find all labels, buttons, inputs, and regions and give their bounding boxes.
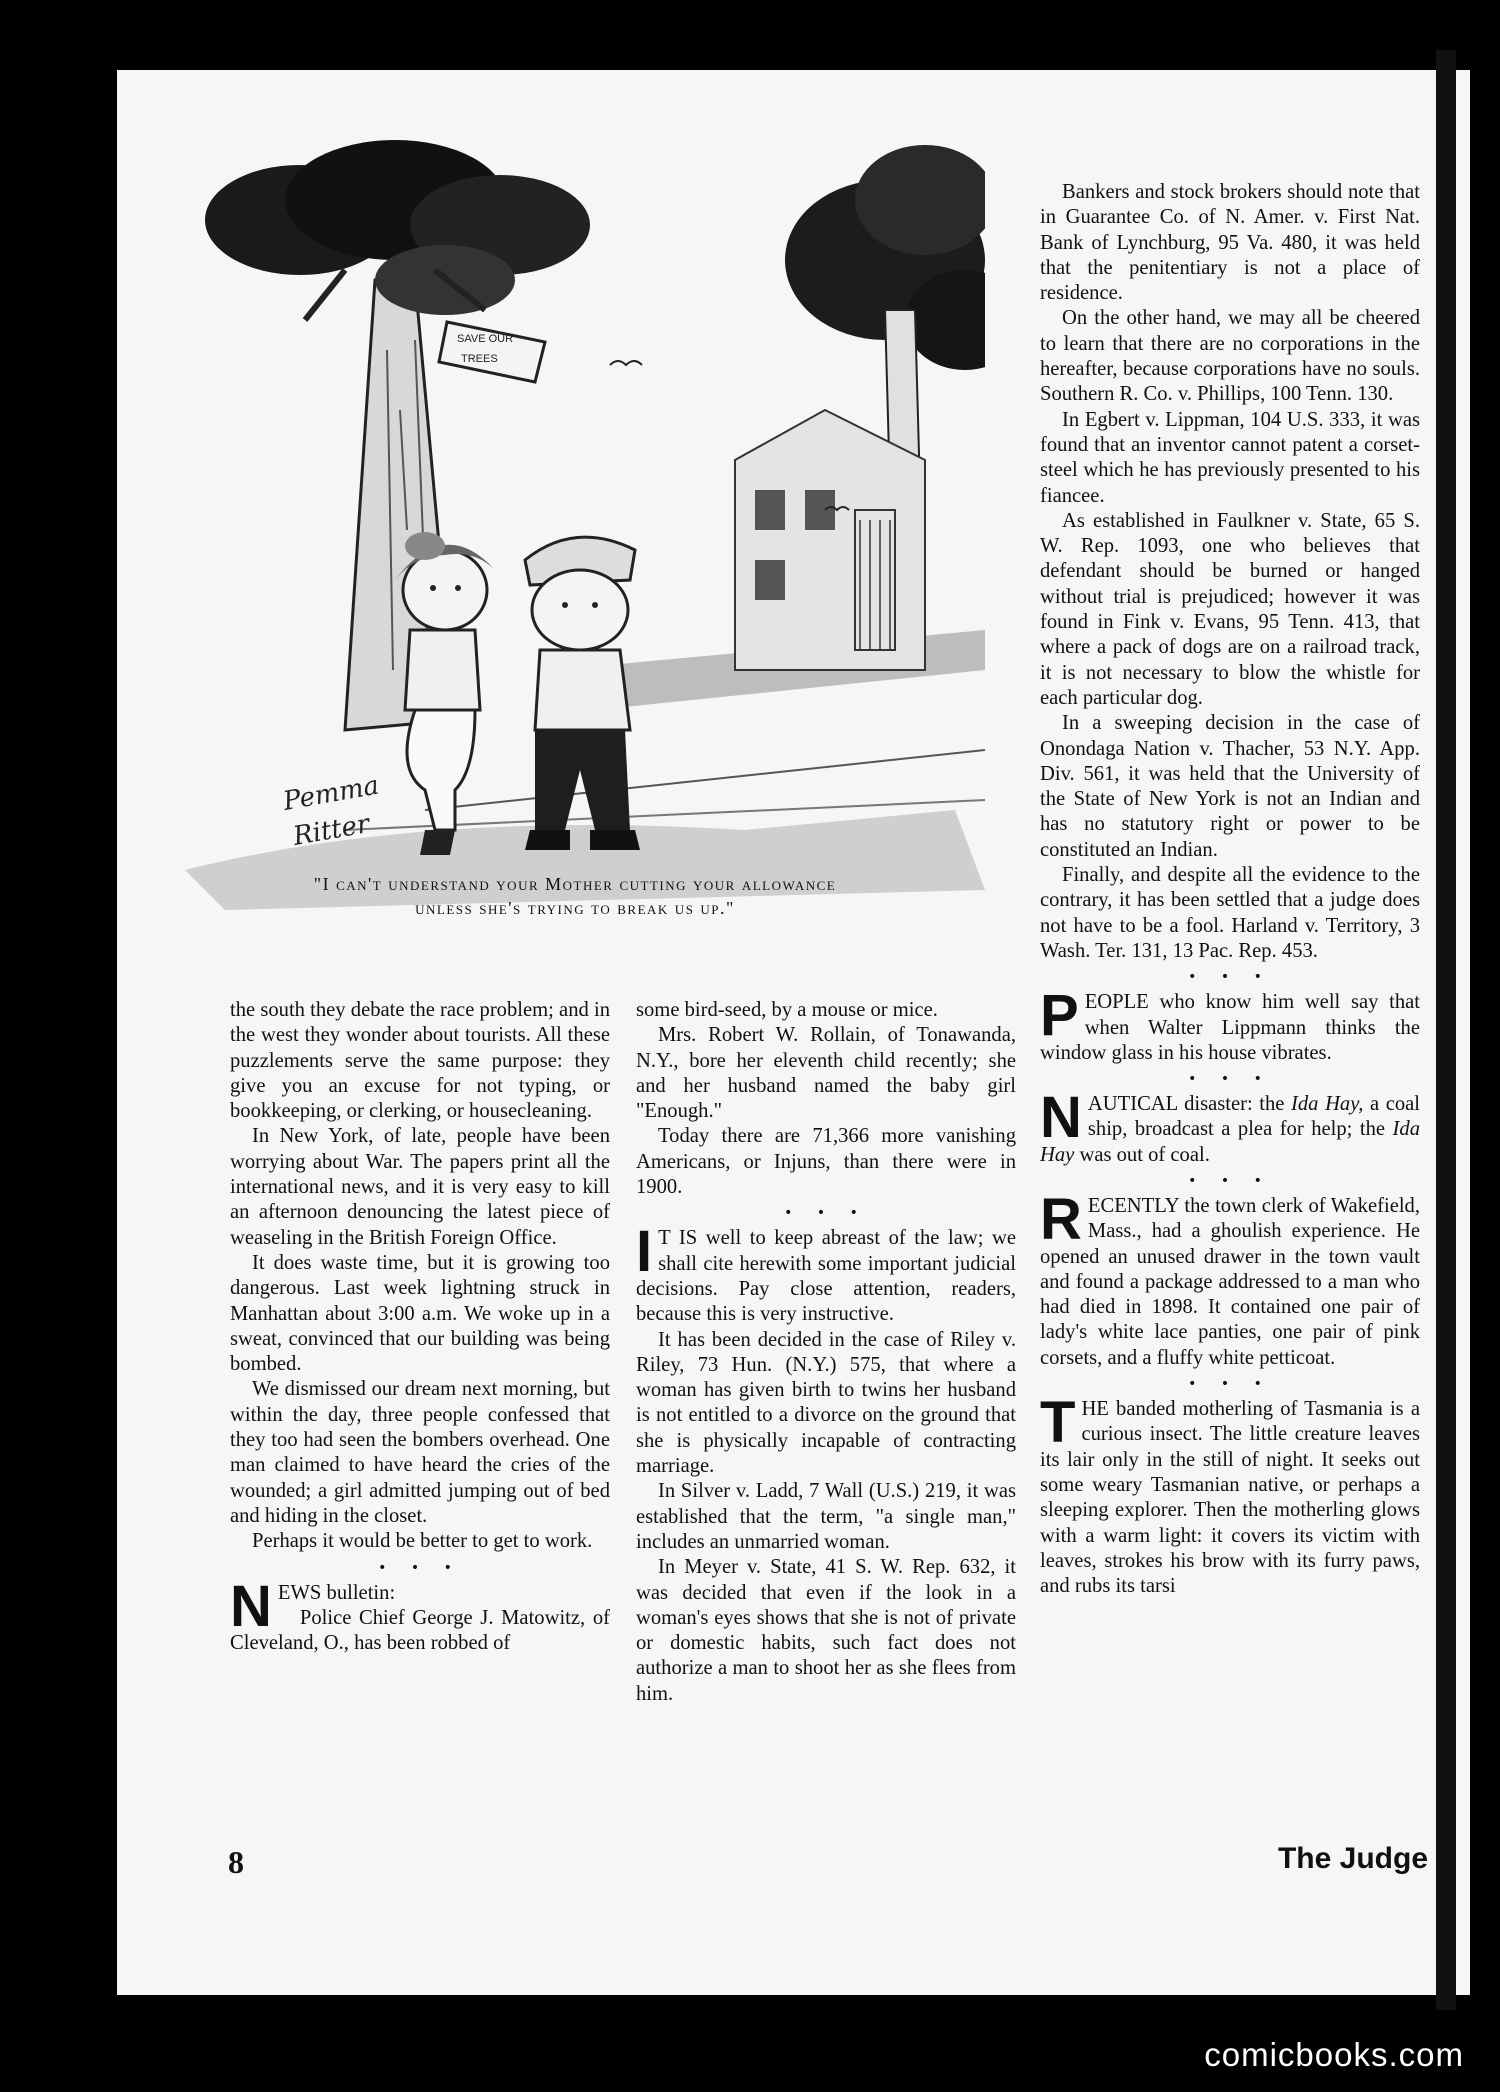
paragraph: the south they debate the race problem; and in the west they wonder about tourists. All these puzzlements serve the same purpose: they give you an excuse for not typing, or bookkeeping, or clerking, or housecleaning. xyxy=(230,999,610,1123)
section-separator: • • • xyxy=(1188,969,1272,986)
paragraph: Perhaps it would be better to get to work. xyxy=(252,1530,593,1553)
caption-line-1: "I can't understand your Mother cutting your allowance xyxy=(313,874,837,894)
page-number: 8 xyxy=(228,1844,244,1880)
lead-text: who know him well say that when Walter Lippmann thinks the window glass in his house vibrates. xyxy=(1040,991,1420,1064)
artist-signature: Pemma xyxy=(281,770,382,817)
section-separator: • • • xyxy=(378,1559,462,1576)
recently-item xyxy=(1040,1186,1420,1371)
paragraph: Mrs. Robert W. Rollain, of Tonawanda, N.Y., bore her eleventh child recently; she and her husband named the baby girl "Enough." xyxy=(636,1024,1016,1123)
paragraph: In New York, of late, people have been worrying about War. The papers print all the international news, and it is very easy to kill an afternoon denouncing the latest piece of weaseling in the British Foreign Office. xyxy=(230,1125,610,1249)
lead-text: banded motherling of Tasmania is a curious insect. The little creature leaves its lair only in the still of night. It seeks out some weary Tasmanian native, or perhaps a sleeping explorer. Then the motherling glows with a warm light: it covers its victim with leaves, strokes his brow with its furry paws, and rubs its tarsi xyxy=(1040,1398,1420,1598)
section-separator: • • • xyxy=(784,1205,868,1222)
save-our-trees-sign xyxy=(439,322,545,382)
artist-signature-2: Ritter xyxy=(291,809,372,852)
section-separator: • • • xyxy=(1188,1376,1272,1393)
article-column-3 xyxy=(1040,180,1420,1599)
lead-word: HE xyxy=(1081,1398,1109,1421)
section-separator: • • • xyxy=(1188,1071,1272,1088)
bird xyxy=(610,361,642,365)
paragraph: It has been decided in the case of Riley v. Riley, 73 Hun. (N.Y.) 575, that where a woman has given birth to twins her husband is not entitled to a divorce on the ground that she is physically incapable of contracting marriage. xyxy=(636,1328,1016,1478)
article-column-2 xyxy=(636,998,1016,1707)
cartoon-caption xyxy=(160,872,990,920)
article-column-1 xyxy=(230,998,610,1656)
lead-word: EOPLE xyxy=(1084,991,1149,1014)
girl-figure xyxy=(395,532,495,855)
motherling-item xyxy=(1040,1390,1420,1599)
watermark: comicbooks.com xyxy=(1204,2036,1464,2073)
drop-cap: T xyxy=(1040,1390,1076,1456)
drop-cap: P xyxy=(1040,983,1079,1049)
house xyxy=(735,410,925,670)
left-tree xyxy=(205,140,590,730)
ship-name: Ida Hay, xyxy=(1291,1093,1364,1116)
paragraph: As established in Faulkner v. State, 65 S. W. Rep. 1093, one who believes that defendant should be burned or hanged without trial is prejudiced; however it was found in Fink v. Evans, 95 Tenn. 413, that where a pack of dogs are on a railroad track, it is not necessary to blow the whistle for each particular dog. xyxy=(1040,509,1420,709)
legal-section-intro xyxy=(636,1219,1017,1327)
drop-cap: N xyxy=(1040,1085,1082,1151)
magazine-title: The Judge xyxy=(1277,1842,1428,1875)
lead-word: AUTICAL xyxy=(1087,1093,1178,1116)
lead-word: EWS xyxy=(277,1581,322,1604)
sign-text-line1: SAVE OUR xyxy=(457,333,514,345)
paragraph: On the other hand, we may all be cheered to learn that there are no corporations in the hereafter, because corporations have no souls. Southern R. Co. v. Phillips, 100 Tenn. 130. xyxy=(1040,307,1420,406)
paragraph: In a sweeping decision in the case of Onondaga Nation v. Thacher, 53 N.Y. App. Div. 561, it was held that the University of the State of New York is not an Indian and has no statutory right or power to be constituted an Indian. xyxy=(1040,712,1420,861)
cartoon-illustration xyxy=(125,110,985,940)
drop-cap: N xyxy=(230,1573,272,1639)
people-item xyxy=(1040,983,1420,1066)
lead-text: well to keep abreast of the law; we shall cite herewith some important judicial decisions. Pay close attention, readers, because this is very instructive. xyxy=(636,1227,1017,1326)
lead-word: ECENTLY xyxy=(1087,1194,1179,1217)
lead-word: T IS xyxy=(658,1227,698,1250)
paragraph: Today there are 71,366 more vanishing Americans, or Injuns, than there were in 1900. xyxy=(636,1125,1016,1199)
section-separator: • • • xyxy=(1188,1172,1272,1189)
paragraph: In Egbert v. Lippman, 104 U.S. 333, it was found that an inventor cannot patent a corset-steel which he has previously presented to his fiancee. xyxy=(1040,408,1420,507)
paragraph: Finally, and despite all the evidence to the contrary, it has been settled that a judge does not have to be a fool. Harland v. Territory, 3 Wash. Ter. 131, 13 Pac. Rep. 453. xyxy=(1040,864,1420,962)
lead-text: a coal ship, broadcast a plea for help; the xyxy=(1087,1093,1420,1141)
nautical-item xyxy=(1040,1085,1420,1168)
drop-cap: I xyxy=(636,1219,653,1285)
paragraph: It does waste time, but it is growing too dangerous. Last week lightning struck in Manhattan about 3:00 a.m. We woke up in a sweat, convinced that our building was being bombed. xyxy=(230,1251,610,1376)
page-spine-edge xyxy=(1436,50,1456,2010)
lead-text: the town clerk of Wakefield, Mass., had a ghoulish experience. He opened an unused drawer in the town vault and found a package addressed to a man who had died in 1898. It contained one pair of lady's white lace panties, one pair of pink corsets, and a fluffy white petticoat. xyxy=(1040,1194,1420,1369)
paragraph: In Meyer v. State, 41 S. W. Rep. 632, it was decided that even if the look in a woman's eyes shows that she is not of private or domestic habits, such fact does not authorize a man to shoot her as she flees from him. xyxy=(636,1556,1016,1705)
paragraph: In Silver v. Ladd, 7 Wall (U.S.) 219, it was established that the term, "a single man," includes an unmarried woman. xyxy=(636,1480,1016,1553)
ship-name: Ida Hay xyxy=(1040,1118,1420,1166)
paragraph: Police Chief George J. Matowitz, of Cleveland, O., has been robbed of xyxy=(230,1606,610,1655)
boy-figure xyxy=(525,537,640,850)
lead-text: bulletin: xyxy=(321,1581,396,1604)
paragraph: some bird-seed, by a mouse or mice. xyxy=(636,999,938,1021)
paragraph: Bankers and stock brokers should note that in Guarantee Co. of N. Amer. v. First Nat. Bank of Lynchburg, 95 Va. 480, it was held that the penitentiary is not a place of residence. xyxy=(1040,181,1420,305)
caption-line-2: unless she's trying to break us up." xyxy=(415,898,735,918)
paragraph: We dismissed our dream next morning, but within the day, three people confessed that they too had seen the bombers overhead. One man claimed to have heard the cries of the wounded; a girl admitted jumping out of bed and hiding in the closet. xyxy=(230,1378,610,1527)
drop-cap: R xyxy=(1040,1186,1082,1252)
lead-text: was out of coal. xyxy=(1074,1143,1210,1166)
sign-text-line2: TREES xyxy=(461,353,498,365)
lead-text: disaster: the xyxy=(1177,1093,1292,1116)
